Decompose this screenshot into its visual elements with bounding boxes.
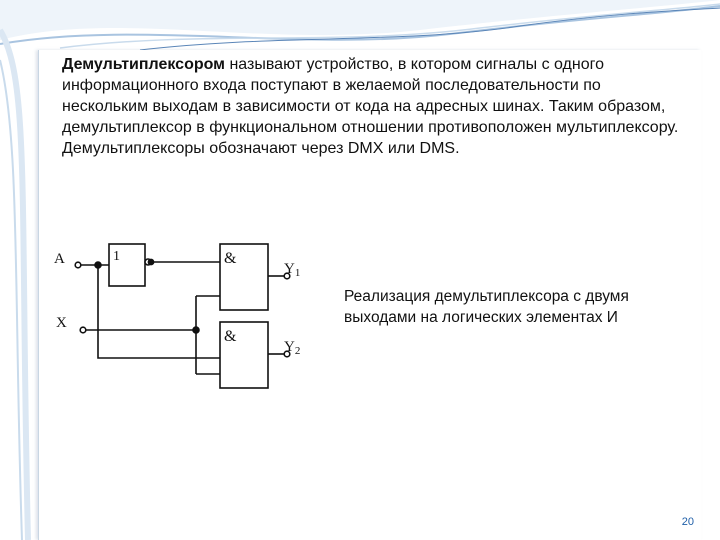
junction-a (95, 262, 101, 268)
demultiplexer-circuit (48, 236, 318, 402)
figure-caption: Реализация демультиплексора с двумя выходами на логических элементах И (344, 288, 629, 326)
definition-text: называют устройство, в котором сигналы с одного информационного входа поступают в желаемой последовательности по нескольким выходам в зависимости от кода на адресных шинах. Таким образом, демультиплексор в функциональном отношении противоположен мультиплексору. Демультиплексоры обозначают через DMX или DMS. (62, 56, 679, 157)
junction-not-out (148, 259, 153, 264)
junction-x (193, 327, 199, 333)
not-gate-label: 1 (113, 249, 120, 264)
input-a-label: A (54, 251, 65, 267)
output-2-subscript: 2 (294, 345, 301, 357)
definition-term: Демультиплексором (62, 56, 226, 73)
definition-paragraph (62, 54, 682, 159)
output-1-subscript: 1 (294, 267, 301, 279)
page-number: 20 (681, 516, 694, 528)
output-2-label (284, 339, 300, 357)
and-gate-1-label: & (224, 250, 237, 267)
output-2-letter: Y (284, 339, 295, 355)
output-1-label (284, 261, 300, 279)
output-1-letter: Y (284, 261, 295, 277)
input-a-terminal (75, 262, 81, 268)
and-gate-2-label: & (224, 328, 237, 345)
input-x-label: X (56, 315, 67, 331)
input-x-terminal (80, 327, 86, 333)
